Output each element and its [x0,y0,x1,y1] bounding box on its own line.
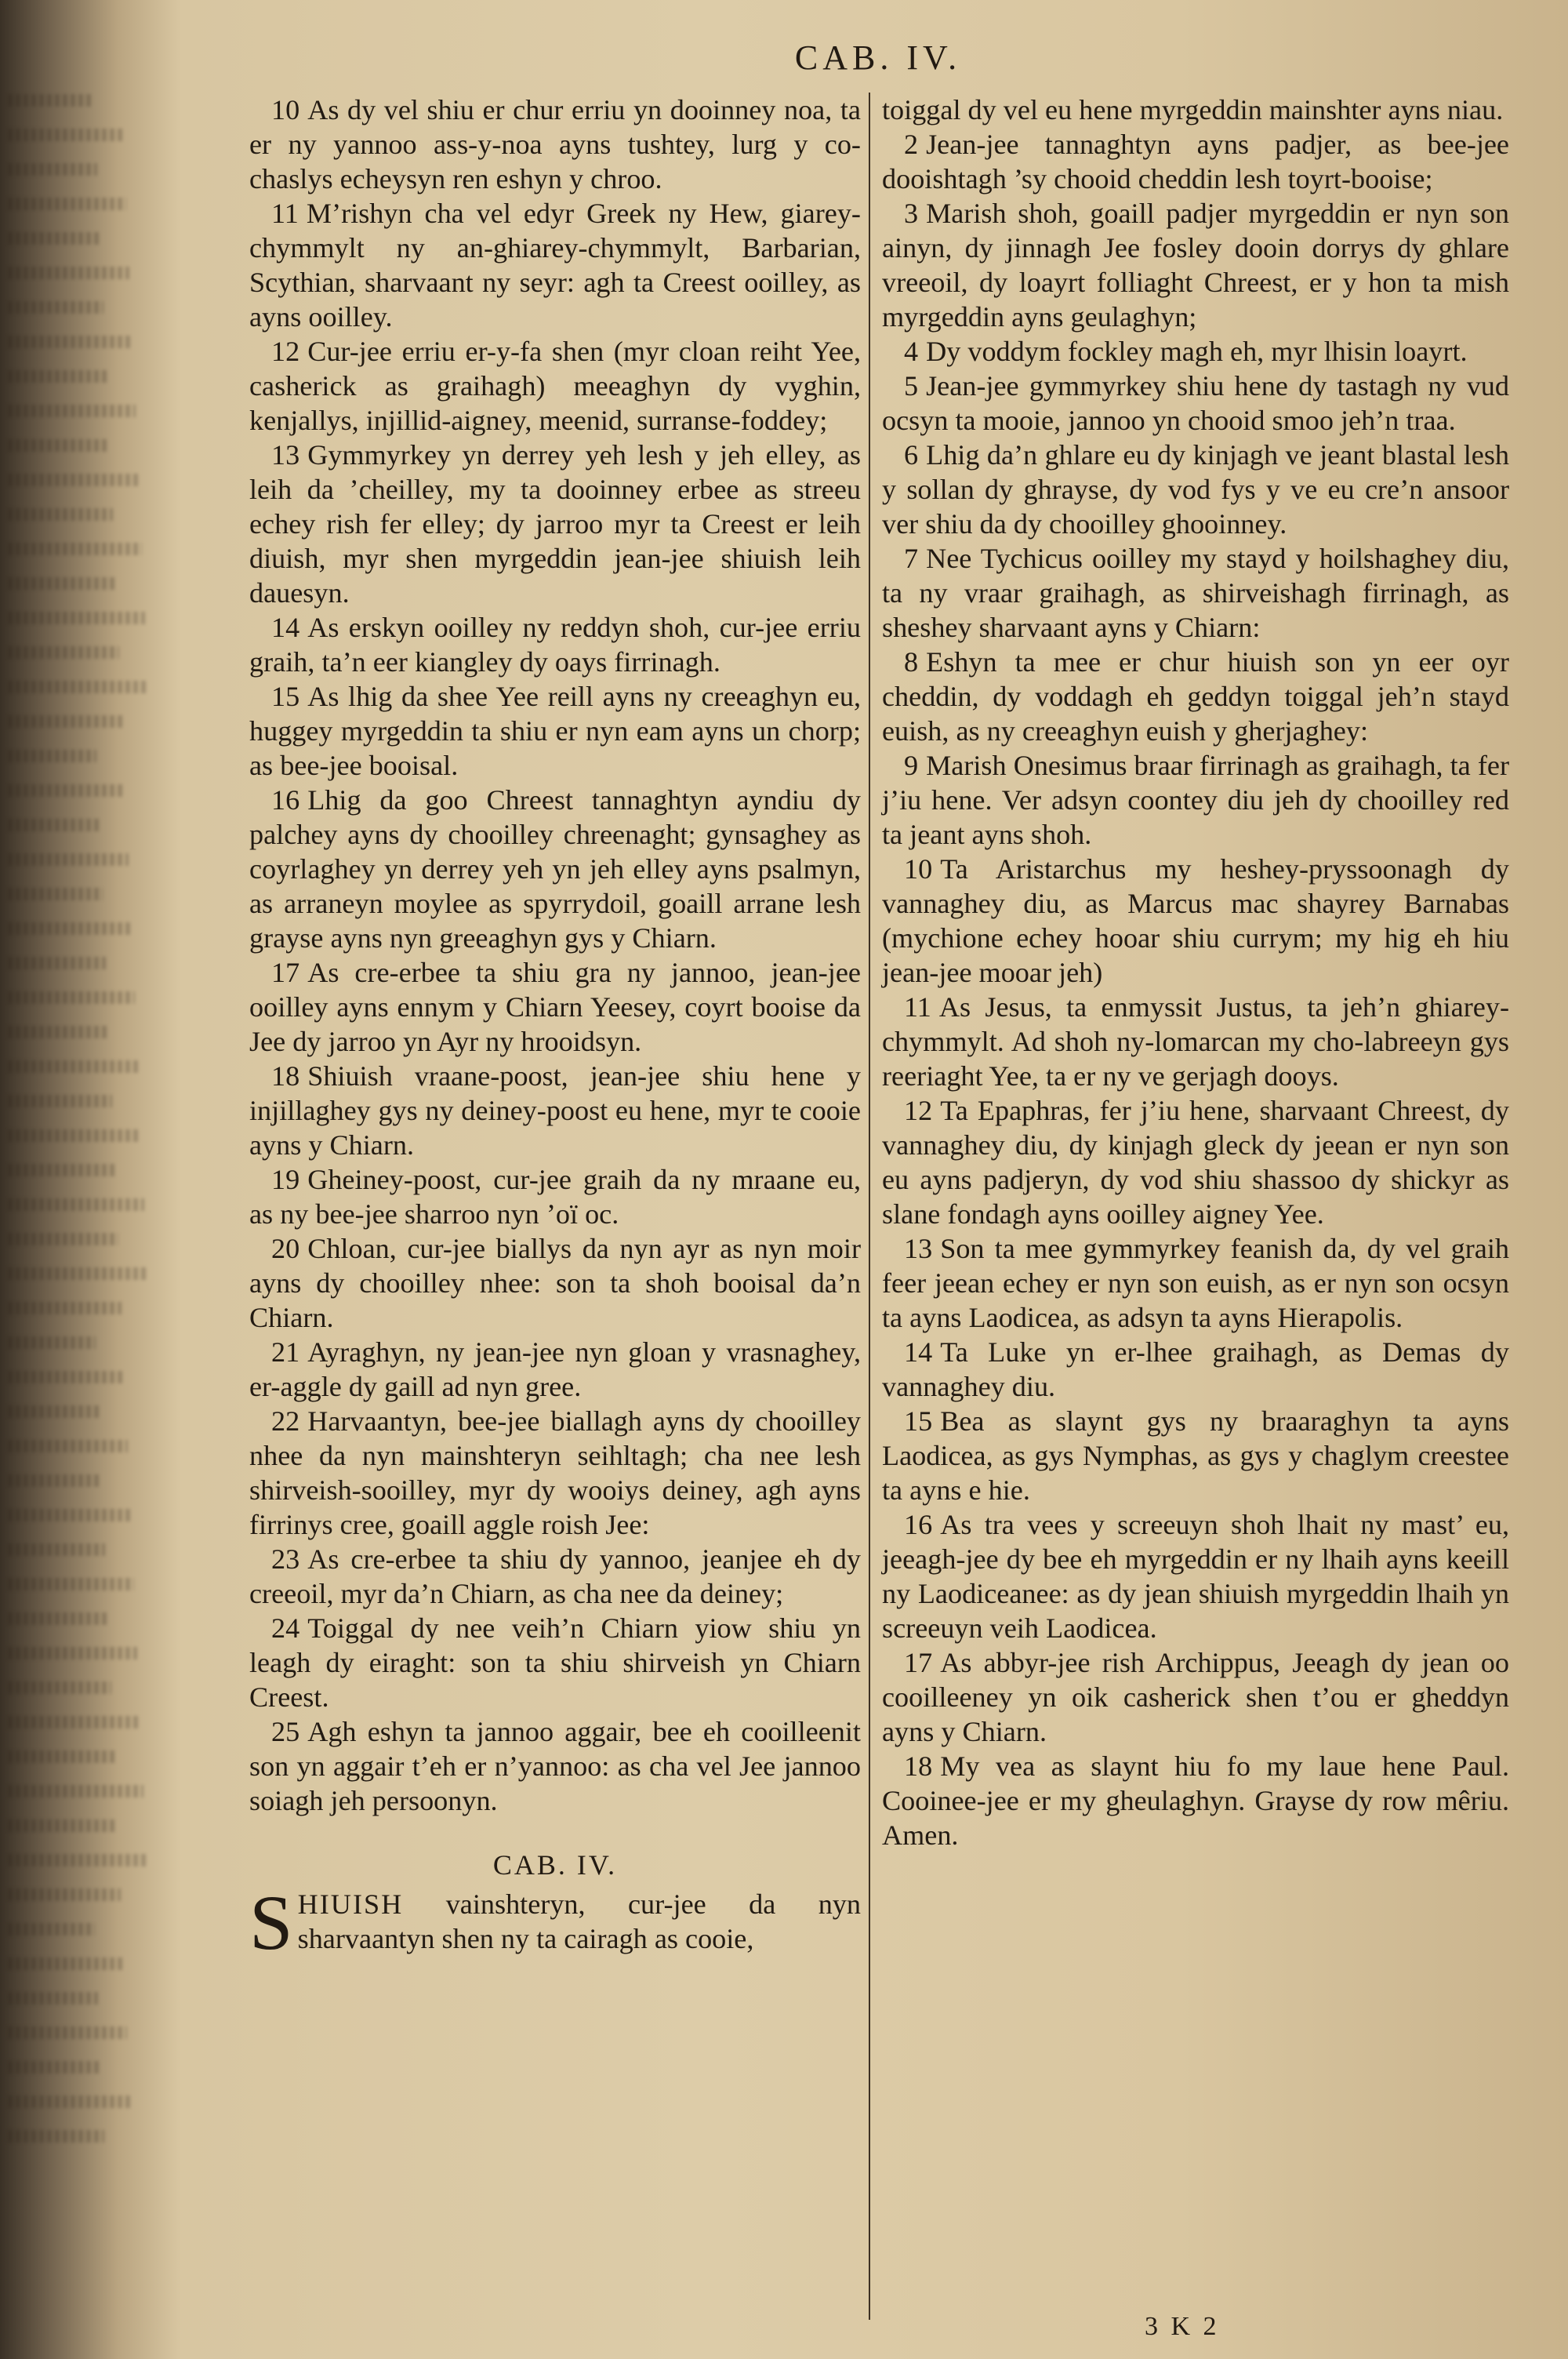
verse-number: 10 [271,94,300,125]
bleed-line [8,1992,98,2005]
verse-text: As dy vel shiu er chur erriu yn dooinney noa, ta er ny yannoo ass-y-noa ayns tushtey, lurg y co-chaslys echeysyn ren eshyn y chroo. [249,94,861,194]
verse-paragraph [882,1749,1509,1852]
bleed-line [8,1267,147,1280]
verse-number: 11 [271,198,299,229]
verse-text: Toiggal dy nee veih’n Chiarn yiow shiu yn leagh dy eiraght: son ta shiu shirveish yn Chiarn Creest. [249,1612,861,1713]
bleed-line [8,784,125,797]
bleed-line [8,1923,95,1936]
verse-number: 6 [904,439,919,471]
verse-paragraph [882,1645,1509,1749]
verse-paragraph [249,1059,861,1162]
bleed-line [8,1612,108,1625]
bleed-line [8,681,148,693]
verse-text: As cre-erbee ta shiu dy yannoo, jeanjee eh dy creeoil, myr da’n Chiarn, as cha nee da deiney; [249,1543,861,1609]
verse-text: Marish Onesimus braar firrinagh as graihagh, ta fer j’iu hene. Ver adsyn coontey diu jeh dy chooilley red ta jeant ayns shoh. [882,750,1509,850]
bleed-line [8,439,110,452]
verse-number: 14 [904,1336,933,1368]
verse-text: Lhig da’n ghlare eu dy kinjagh ve jeant blastal lesh y sollan dy ghrayse, dy vod fys y ve eu cre’n ansoor ver shiu da dy chooilley ghooinney. [882,439,1509,540]
verse-paragraph [249,955,861,1059]
verse-paragraph [249,783,861,955]
verse-number: 7 [904,543,919,574]
verse-paragraph [249,679,861,783]
bleed-line [8,2130,104,2143]
verse-number: 16 [271,784,300,816]
verse-paragraph [882,990,1509,1093]
verse-paragraph [882,1231,1509,1335]
bleed-line [8,819,100,831]
verse-text: As lhig da shee Yee reill ayns ny creeaghyn eu, huggey myrgeddin ta shiu er nyn eam ayns un chorp; as bee-jee booisal. [249,681,861,781]
verse-number: 20 [271,1233,300,1264]
verse-number: 22 [271,1405,300,1437]
bleed-line [8,1957,124,1970]
verse-number: 14 [271,612,300,643]
bleed-line [8,1336,96,1349]
opening-text: vainshteryn, cur-jee da nyn sharvaantyn shen ny ta cairagh as cooie, [297,1888,861,1954]
bleed-line [8,1854,147,1866]
bleed-line [8,474,139,486]
verse-number: 12 [271,336,300,367]
bleed-line [8,1371,125,1383]
bleed-line [8,198,126,210]
verse-text: Jean-jee tannaghtyn ayns padjer, as bee-jee dooishtagh ’sy chooid cheddin lesh toyrt-booise; [882,129,1509,194]
verse-text: Ta Luke yn er-lhee graihagh, as Demas dy vannaghey diu. [882,1336,1509,1402]
verse-number: 16 [904,1509,933,1540]
bleed-line [8,2095,130,2108]
verse-text: Dy voddym fockley magh eh, myr lhisin loayrt. [926,336,1468,367]
verse-paragraph [882,334,1509,369]
verse-paragraph [249,438,861,610]
verse-text: Ta Epaphras, fer j’iu hene, sharvaant Chreest, dy vannaghey diu, dy kinjagh gleck dy jeean er nyn son eu ayns padjeryn, dy vod shiu shassoo dy shickyr as slane fondagh ayns ooilley aigney Yee. [882,1095,1509,1230]
verse-paragraph [249,1162,861,1231]
bleed-line [8,1750,114,1763]
verse-paragraph [882,1507,1509,1645]
verse-number: 15 [904,1405,933,1437]
verse-paragraph [249,610,861,679]
bleed-line [8,1647,137,1659]
bleed-line [8,1819,118,1832]
verse-number: 8 [904,646,919,678]
running-header: CAB. IV. [794,38,962,77]
bleed-line [8,129,123,141]
verse-number: 18 [271,1060,300,1092]
verse-number: 25 [271,1716,300,1747]
verse-text: Gheiney-poost, cur-jee graih da ny mraane eu, as ny bee-jee sharroo nyn ’oï oc. [249,1164,861,1230]
verse-paragraph [882,645,1509,748]
verse-text: toiggal dy vel eu hene myrgeddin mainshter ayns niau. [882,94,1504,125]
opening-smallcaps: HIUISH [297,1888,404,1920]
bleed-line [8,1785,143,1797]
verse-text: Jean-jee gymmyrkey shiu hene dy tastagh ny vud ocsyn ta mooie, jannoo yn chooid smoo jeh’n traa. [882,370,1509,436]
bleed-line [8,2026,127,2039]
bleed-line [8,577,116,590]
verse-number: 5 [904,370,919,402]
right-column [882,93,1509,1852]
bleed-line [8,94,94,107]
bleed-line [8,888,103,900]
bleed-line [8,267,129,279]
verse-text: Eshyn ta mee er chur hiuish son yn eer oyr cheddin, dy voddagh eh geddyn toiggal jeh’n stayd euish, as ny creeaghyn euish y gherjaghey: [882,646,1509,747]
verse-text: Ayraghyn, ny jean-jee nyn gloan y vrasnaghey, er-aggle dy gaill ad nyn gree. [249,1336,861,1402]
verse-text: Ta Aristarchus my heshey-pryssoonagh dy vannaghey diu, as Marcus mac shayrey Barnabas (mychione echey hooar shiu currym; my hig eh hiu jean-jee mooar jeh) [882,853,1509,988]
verse-text: Agh eshyn ta jannoo aggair, bee eh cooilleenit son yn aggair t’eh er n’yannoo: as cha vel Jee jannoo soiagh jeh persoonyn. [249,1716,861,1816]
bleed-line [8,957,106,969]
verse-text: Chloan, cur-jee biallys da nyn ayr as nyn moir ayns dy chooilley nhee: son ta shoh booisal da’n Chiarn. [249,1233,861,1333]
bleed-line [8,2061,101,2074]
verse-number: 4 [904,336,919,367]
verse-paragraph [882,1335,1509,1404]
verse-paragraph [882,748,1509,852]
verse-paragraph [882,127,1509,196]
verse-text: My vea as slaynt hiu fo my laue hene Paul. Cooinee-jee er my gheulaghyn. Grayse dy row mêriu. Amen. [882,1750,1509,1851]
bleed-line [8,1578,134,1590]
verse-text: Marish shoh, goaill padjer myrgeddin er nyn son ainyn, dy jinnagh Jee fosley dooin dorrys dy ghlare vreeoil, dy loayrt folliaght Chreest, er y hon ta mish myrgeddin ayns geulaghyn; [882,198,1509,333]
verse-text: Gymmyrkey yn derrey yeh lesh y jeh elley, as leih da ’cheilley, my ta dooinney erbee as streeu echey rish fer elley; dy jarroo myr ta Creest er leih diuish, myr shen myrgeddin jean-jee shiuish leih dauesyn. [249,439,861,609]
verse-paragraph [882,1093,1509,1231]
bleed-line [8,991,135,1004]
bleed-line [8,750,96,762]
bleed-line [8,405,136,417]
verse-number: 24 [271,1612,300,1644]
bleed-line [8,612,145,624]
verse-paragraph [249,334,861,438]
verse-number: 23 [271,1543,300,1575]
bleed-line [8,646,119,659]
verse-paragraph [249,196,861,334]
verse-text: As abbyr-jee rish Archippus, Jeeagh dy jean oo cooilleeney yn oik casherick shen t’ou er gheddyn ayns y Chiarn. [882,1647,1509,1747]
signature-mark: 3 K 2 [1145,2312,1220,2341]
bleed-line [8,1095,112,1107]
verse-number: 18 [904,1750,933,1782]
verse-number: 17 [904,1647,933,1678]
verse-number: 3 [904,198,919,229]
bleed-line [8,336,132,348]
bleed-line [8,1888,121,1901]
bleed-line [8,370,107,383]
bleed-line [8,163,97,176]
verse-text: Bea as slaynt gys ny braaraghyn ta ayns Laodicea, as gys Nymphas, as gys y chaglym creestee ta ayns e hie. [882,1405,1509,1506]
bleed-line [8,1026,109,1038]
verse-paragraph [249,1335,861,1404]
verse-paragraph [249,1714,861,1818]
bleed-line [8,543,142,555]
verse-text: As erskyn ooilley ny reddyn shoh, cur-jee erriu graih, ta’n eer kiangley dy oays firrinagh. [249,612,861,678]
verse-paragraph [882,93,1509,127]
verse-number: 9 [904,750,919,781]
verse-paragraph [882,852,1509,990]
bleed-line [8,1164,115,1176]
verse-number: 13 [271,439,300,471]
verse-paragraph [882,196,1509,334]
bleed-line [8,1198,144,1211]
bleed-line [8,1543,105,1556]
bleed-line [8,301,103,314]
bleed-line [8,1129,141,1142]
facing-page-bleed-through [0,0,165,2359]
verse-number: 13 [904,1233,933,1264]
verse-text: As Jesus, ta enmyssit Justus, ta jeh’n ghiarey-chymmylt. Ad shoh ny-lomarcan my cho-labreeyn gys reeriaght Yee, ta er ny ve gerjagh dooys. [882,991,1509,1092]
bleed-line [8,508,113,521]
verse-paragraph [882,369,1509,438]
verse-number: 2 [904,129,919,160]
verse-paragraph [249,1231,861,1335]
verse-paragraph [249,1404,861,1542]
chapter-opening [249,1879,861,1966]
bleed-line [8,1233,118,1245]
chapter-heading: CAB. IV. [492,1849,618,1881]
drop-cap: S [249,1879,293,1966]
verse-text: Son ta mee gymmyrkey feanish da, dy vel graih feer jeean echey er nyn son euish, as er nyn son ocsyn ta ayns Laodicea, as adsyn ta ayns Hierapolis. [882,1233,1509,1333]
verse-paragraph [882,438,1509,541]
verse-paragraph [249,1542,861,1611]
bleed-line [8,1440,128,1452]
column-divider [869,93,870,2320]
verse-number: 17 [271,957,300,988]
bleed-line [8,232,100,245]
verse-number: 15 [271,681,300,712]
verse-text: Nee Tychicus ooilley my stayd y hoilshaghey diu, ta ny vraar graihagh, as shirveishagh firrinagh, as sheshey sharvaant ayns y Chiarn: [882,543,1509,643]
verse-text: Cur-jee erriu er-y-fa shen (myr cloan reiht Yee, casherick as graihagh) meeaghyn dy vyghin, kenjallys, injillid-aigney, meenid, surranse-foddey; [249,336,861,436]
bleed-line [8,922,132,935]
verse-number: 12 [904,1095,933,1126]
verse-text: As tra vees y screeuyn shoh lhait ny mast’ eu, jeeagh-jee dy bee eh myrgeddin er ny lhaih ayns keeill ny Laodiceanee: as dy jean shiuish myrgeddin lhaih yn screeuyn veih Laodicea. [882,1509,1509,1644]
bleed-line [8,853,129,866]
bleed-line [8,1509,131,1521]
bleed-line [8,1716,140,1728]
verse-text: Shiuish vraane-poost, jean-jee shiu hene y injillaghey gys ny deiney-poost eu hene, myr te cooie ayns y Chiarn. [249,1060,861,1161]
verse-number: 19 [271,1164,300,1195]
verse-number: 10 [904,853,933,885]
verse-number: 11 [904,991,931,1023]
verse-paragraph [249,93,861,196]
verse-paragraph [882,541,1509,645]
bleed-line [8,1474,102,1487]
verse-paragraph [249,1611,861,1714]
bleed-line [8,1060,138,1073]
verse-text: Lhig da goo Chreest tannaghtyn ayndiu dy palchey ayns dy chooilley chreenaght; gynsaghey as coyrlaghey yn derrey yeh yn jeh elley ayns psalmyn, as arraneyn moylee as spyrrydoil, goaill arrane lesh grayse ayns nyn greeaghyn gys y Chiarn. [249,784,861,954]
verse-text: M’rishyn cha vel edyr Greek ny Hew, giarey-chymmylt ny an-ghiarey-chymmylt, Barbarian, Scythian, sharvaant ny seyr: agh ta Creest ooilley, as ayns ooilley. [249,198,861,333]
left-column [249,93,861,1966]
verse-text: As cre-erbee ta shiu gra ny jannoo, jean-jee ooilley ayns ennym y Chiarn Yeesey, coyrt booise da Jee dy jarroo yn Ayr ny hrooidsyn. [249,957,861,1057]
bleed-line [8,715,122,728]
verse-paragraph [882,1404,1509,1507]
bleed-line [8,1405,99,1418]
bleed-line [8,1681,111,1694]
bleed-line [8,1302,122,1314]
verse-number: 21 [271,1336,300,1368]
verse-text: Harvaantyn, bee-jee biallagh ayns dy chooilley nhee da nyn mainshteryn seihltagh; cha nee lesh shirveish-sooilley, myr dy wooiys deiney, agh ayns firrinys cree, goaill aggle roish Jee: [249,1405,861,1540]
